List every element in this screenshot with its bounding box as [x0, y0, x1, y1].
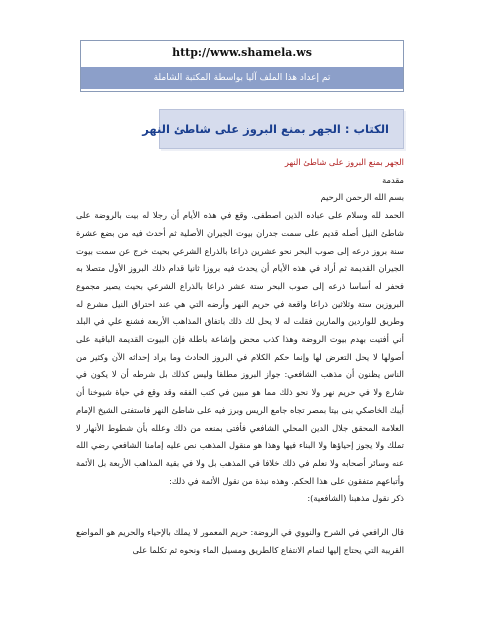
intro-heading: مقدمة	[382, 174, 404, 185]
madhab-heading: ذكر نقول مذهبنا (الشافعية):	[307, 493, 404, 504]
banner: تم إعداد هذا الملف آليا بواسطة المكتبة الشاملة	[81, 67, 403, 89]
site-url[interactable]: http://www.shamela.ws	[172, 46, 312, 59]
book-title-box	[142, 109, 404, 149]
book-title: الكتاب : الجهر بمنع البروز على شاطئ النهر	[142, 122, 389, 136]
document-subtitle: الجهر بمنع البروز على شاطئ النهر	[284, 157, 404, 167]
header-box	[80, 40, 404, 92]
document-body	[76, 150, 404, 559]
basmala: بسم الله الرحمن الرحيم	[320, 192, 404, 203]
second-paragraph: قال الرافعي في الشرح والنووي في الروضة: حريم المعمور لا يملك بالإحياء والحريم هو المواضع القريبة التي يحتاج إليها لتمام الانتفاع كالطريق ومسيل الماء ونحوه ثم تكلما على	[76, 527, 404, 555]
main-paragraph: الحمد لله وسلام على عباده الذين اصطفى. وقع في هذه الأيام أن رجلا له بيت بالروضة على شاطئ النيل أصله قديم على سمت جدران بيوت الجيران الأصلية ثم أحدث فيه من بضع عشرة سنة بروز درعه إلى صوب البحر نحو عشرين ذراعا بالذراع الشرعي بحيث خرج عن سمت بيوت الجيران القديمة ثم أراد في هذه الأيام أن يحدث فيه بروزا ثانيا قدام ذلك البروز الأول متصلا به فحفر له أساسا ذرعه إلى صوب البحر ستة عشر ذراعا بالذراع الشرعي بحيث يصير مجموع البروزين ستة وثلاثين ذراعا واقعة في حريم النهر وأرضه التي هي عند احتراق النيل مشرع له وطريق للواردين والمارين فقلت له لا يحل لك ذلك باتفاق المذاهب الأربعة فشنع علي في البلد أني أفتيت بهدم بيوت الروضة وهذا كذب محض وإشاعة باطلة فإن البيوت القديمة الباقية على أصولها لا يحل التعرض لها وإنما حكم الكلام في البروز الحادث وما يراد إحداثه الآن وكثير من الناس يظنون أن مذهب الشافعي: جواز البروز مطلقا وليس كذلك بل شرطه أن لا يكون في شارع ولا في حريم نهر ولا نحو ذلك مما هو مبين في كتب الفقه وقد وقع في حياة شيوخنا أن أيبك الخاصكي بنى بيتا بمصر تجاه جامع الريس وبرز فيه على شاطئ النهر فاستفتى الشيخ الإمام العلامة المحقق جلال الدين المحلي الشافعي فأفتى بمنعه من ذلك وعلله بأن شطوط الأنهار لا تملك ولا يجوز إحياؤها ولا البناء فيها وهذا هو منقول المذهب نص عليه إمامنا الشافعي رضي الله عنه وسائر أصحابه ولا نعلم في ذلك خلافا في المذهب بل ولا في بقية المذاهب الأربعة بل الأئمة وأتباعهم متفقون على هذا الحكم. وهذه نبذة من نقول الأئمة في ذلك:	[76, 210, 404, 486]
